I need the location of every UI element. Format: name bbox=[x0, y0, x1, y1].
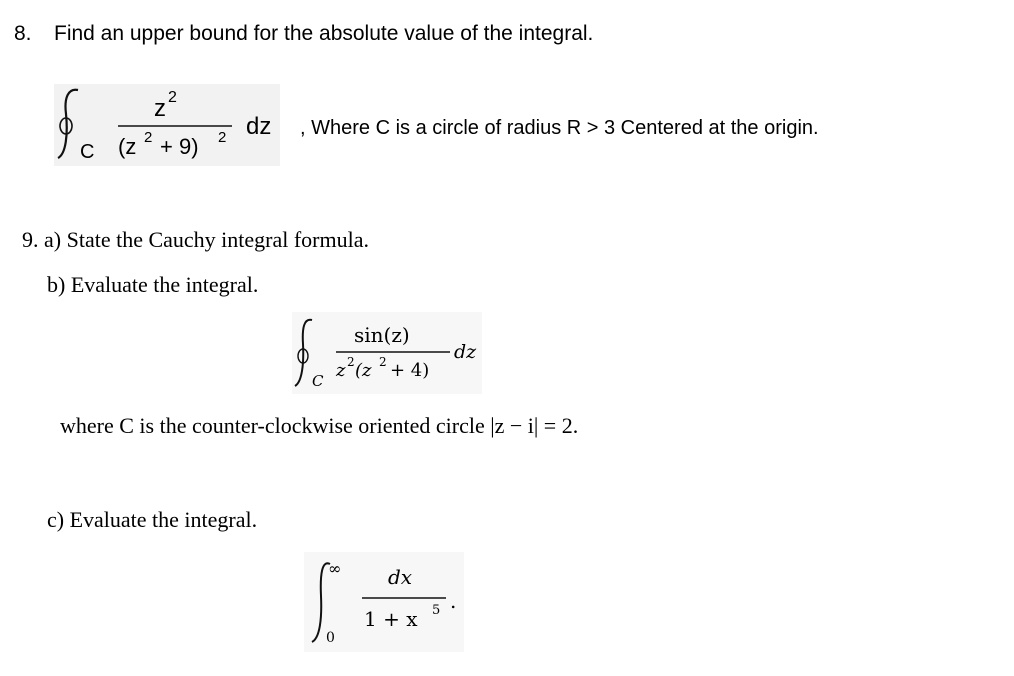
denominator-inner-exponent: 2 bbox=[379, 355, 387, 369]
denominator-paren-z: (z bbox=[355, 360, 372, 381]
denominator-exponent: 5 bbox=[432, 603, 441, 618]
numerator-exponent: 2 bbox=[168, 89, 177, 106]
denominator-base: 1 + x bbox=[364, 607, 418, 631]
contour-subscript: C bbox=[80, 141, 95, 163]
contour-subscript: C bbox=[312, 372, 324, 390]
denominator-exponent: 2 bbox=[218, 129, 227, 146]
contour-integral-formula bbox=[54, 84, 280, 166]
question-8-number: 8. bbox=[14, 22, 32, 45]
denominator-open: (z bbox=[118, 134, 137, 159]
question-9b: b) Evaluate the integral. bbox=[47, 272, 259, 297]
denominator-inner-exponent: 2 bbox=[144, 129, 153, 146]
denominator-z-exponent: 2 bbox=[347, 355, 355, 369]
trailing-period: . bbox=[450, 589, 457, 613]
numerator-sin: sin(z) bbox=[354, 323, 410, 347]
differential: dz bbox=[246, 113, 272, 140]
numerator-dx: dx bbox=[388, 565, 413, 589]
contour-integral-sin bbox=[292, 312, 482, 394]
denominator-z: z bbox=[336, 360, 346, 381]
definite-integral bbox=[304, 552, 464, 652]
lower-limit: 0 bbox=[326, 630, 335, 646]
question-8-prompt: Find an upper bound for the absolute value of the integral. bbox=[54, 22, 594, 45]
numerator-base: z bbox=[154, 95, 166, 122]
question-9b-contour-description: where C is the counter-clockwise oriented circle |z − i| = 2. bbox=[60, 413, 579, 438]
question-8-condition: , Where C is a circle of radius R > 3 Centered at the origin. bbox=[300, 117, 819, 139]
question-9c-integral-image bbox=[304, 552, 464, 652]
question-9b-integral-image bbox=[292, 312, 482, 394]
denominator-plus-nine: + 9) bbox=[160, 134, 199, 159]
integral-sign bbox=[295, 320, 312, 386]
upper-limit: ∞ bbox=[328, 559, 342, 578]
differential: dz bbox=[454, 341, 477, 363]
denominator-plus-four: + 4) bbox=[390, 360, 430, 381]
question-8-integral-image bbox=[54, 84, 280, 166]
question-9a: 9. a) State the Cauchy integral formula. bbox=[22, 227, 369, 252]
question-9c: c) Evaluate the integral. bbox=[47, 507, 258, 532]
